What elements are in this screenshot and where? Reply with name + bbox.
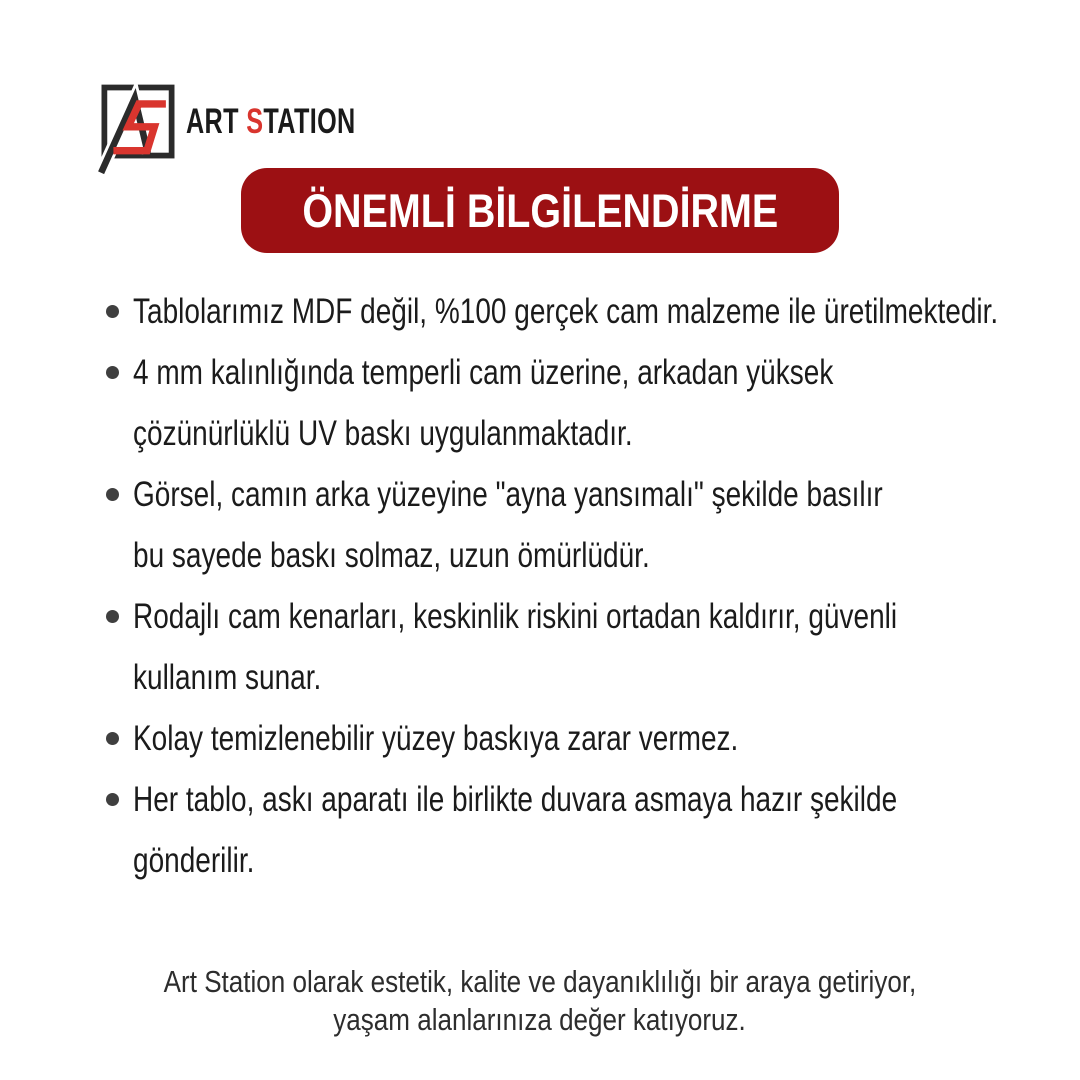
wordmark-part2: TATION xyxy=(263,102,356,141)
bullet-dot-icon xyxy=(106,488,119,501)
list-item-line: bu sayede baskı solmaz, uzun ömürlüdür. xyxy=(133,536,650,575)
wordmark-part1: ART xyxy=(186,102,247,141)
art-station-logo-icon xyxy=(97,80,179,177)
bullet-dot-icon xyxy=(106,610,119,623)
list-item-hanging-kit xyxy=(106,769,1066,891)
list-item-line: Tablolarımız MDF değil, %100 gerçek cam malzeme ile üretilmektedir. xyxy=(133,292,999,331)
list-item-line: Rodajlı cam kenarları, keskinlik riskini ortadan kaldırır, güvenli xyxy=(133,597,898,636)
list-item-line: Görsel, camın arka yüzeyine "ayna yansımalı" şekilde basılır xyxy=(133,475,883,514)
brand-wordmark xyxy=(186,102,356,142)
footer-line: Art Station olarak estetik, kalite ve dayanıklılığı bir araya getiriyor, xyxy=(163,964,917,999)
bullet-dot-icon xyxy=(106,793,119,806)
important-info-banner xyxy=(241,168,839,253)
list-item-safe-edges xyxy=(106,586,1066,708)
list-item-line: Her tablo, askı aparatı ile birlikte duvara asmaya hazır şekilde xyxy=(133,780,898,819)
list-item-uv-print xyxy=(106,342,1066,464)
list-item-mirror-print xyxy=(106,464,1066,586)
bullet-dot-icon xyxy=(106,732,119,745)
list-item-glass-material xyxy=(106,281,1066,342)
list-item-line: Kolay temizlenebilir yüzey baskıya zarar vermez. xyxy=(133,719,739,758)
footer-tagline xyxy=(0,963,1080,1039)
footer-line: yaşam alanlarınıza değer katıyoruz. xyxy=(333,1002,747,1037)
wordmark-accent-letter: S xyxy=(246,102,264,141)
list-item-easy-clean xyxy=(106,708,1066,769)
list-item-line: çözünürlüklü UV baskı uygulanmaktadır. xyxy=(133,414,633,453)
list-item-line: gönderilir. xyxy=(133,841,255,880)
bullet-dot-icon xyxy=(106,305,119,318)
info-list xyxy=(106,281,1066,891)
bullet-dot-icon xyxy=(106,366,119,379)
banner-title: ÖNEMLİ BİLGİLENDİRME xyxy=(302,184,778,237)
list-item-line: 4 mm kalınlığında temperli cam üzerine, arkadan yüksek xyxy=(133,353,834,392)
list-item-line: kullanım sunar. xyxy=(133,658,322,697)
